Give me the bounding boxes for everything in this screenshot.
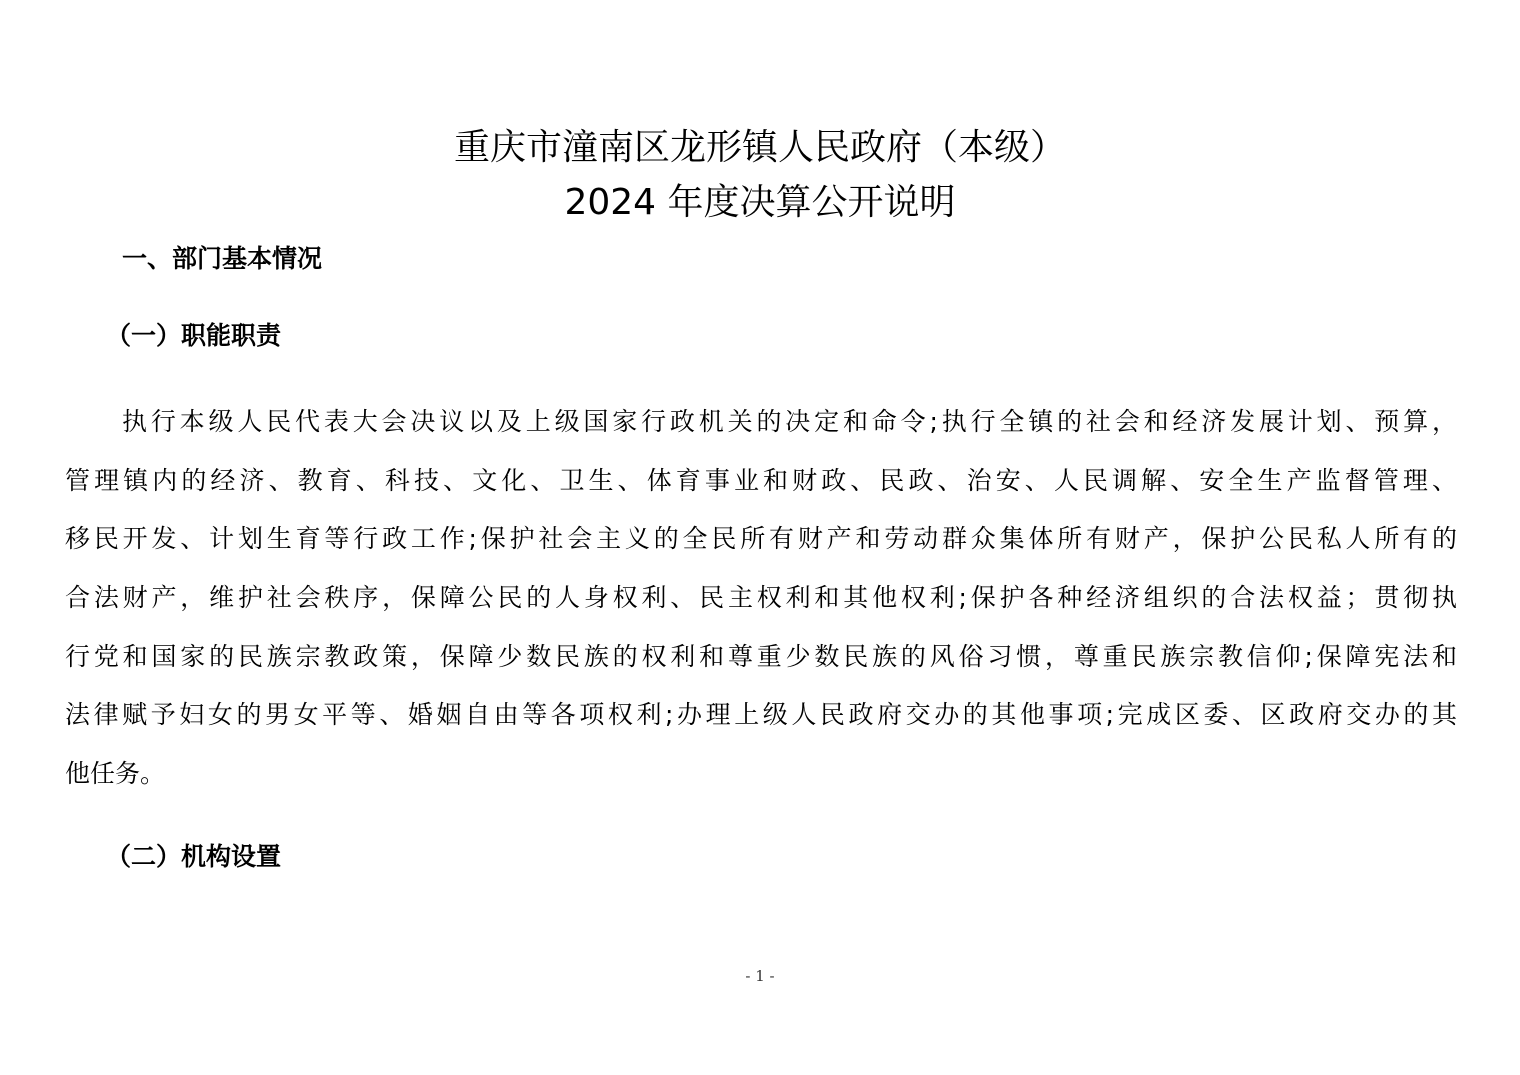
section-heading: 一、部门基本情况	[122, 244, 323, 273]
paragraph-line: 管理镇内的经济、教育、科技、文化、卫生、体育事业和财政、民政、治安、人民调解、安全生产监督管理、	[65, 466, 1457, 495]
page-number: - 1 -	[745, 967, 775, 985]
paragraph-line: 执行本级人民代表大会决议以及上级国家行政机关的决定和命令;执行全镇的社会和经济发展计划、预算，	[122, 407, 1457, 436]
paragraph-line: 合法财产，维护社会秩序，保障公民的人身权利、民主权利和其他权利;保护各种经济组织的合法权益；贯彻执	[65, 583, 1457, 612]
document-title-line1: 重庆市潼南区龙形镇人民政府（本级）	[453, 127, 1066, 168]
paragraph-line: 移民开发、计划生育等行政工作;保护社会主义的全民所有财产和劳动群众集体所有财产，保护公民私人所有的	[65, 524, 1457, 553]
subsection-heading-organization: （二）机构设置	[106, 842, 282, 871]
paragraph-line: 他任务。	[65, 759, 166, 788]
document-title-line2: 2024 年度决算公开说明	[564, 182, 956, 223]
paragraph-line: 行党和国家的民族宗教政策，保障少数民族的权利和尊重少数民族的风俗习惯，尊重民族宗教信仰;保障宪法和	[65, 642, 1457, 671]
subsection-heading-duties: （一）职能职责	[106, 321, 282, 350]
paragraph-line: 法律赋予妇女的男女平等、婚姻自由等各项权利;办理上级人民政府交办的其他事项;完成区委、区政府交办的其	[65, 700, 1457, 729]
